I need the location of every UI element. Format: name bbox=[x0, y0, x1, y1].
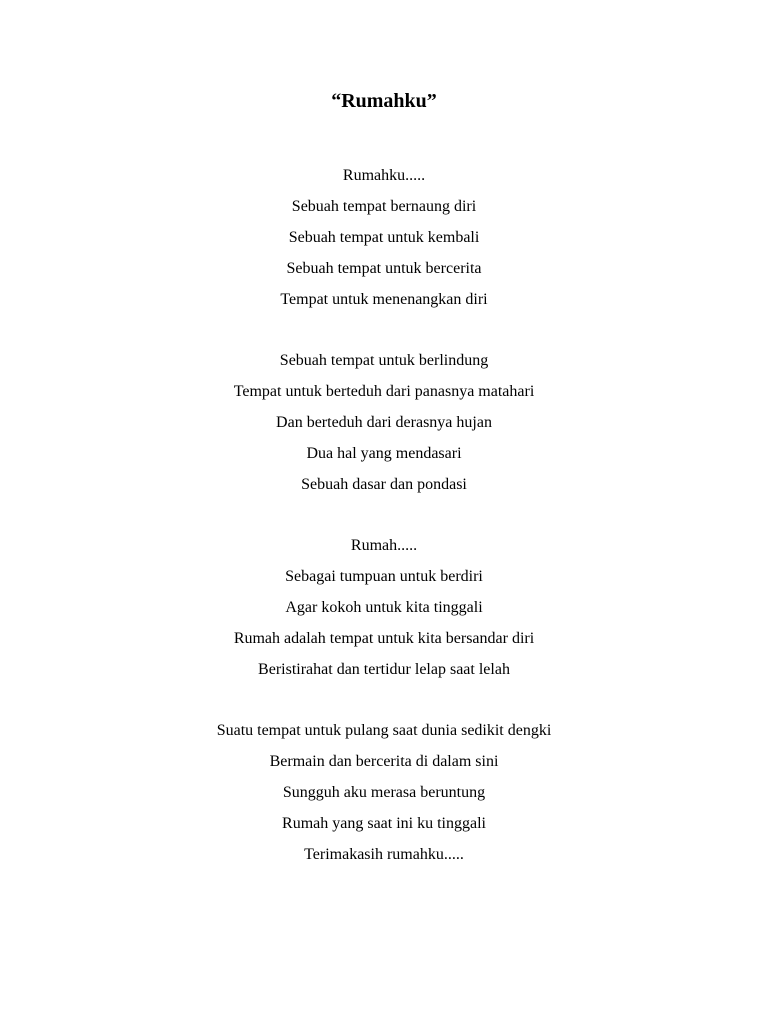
poem-line: Rumah..... bbox=[350, 537, 418, 554]
poem-title: “Rumahku” bbox=[331, 90, 437, 112]
poem-line: Sungguh aku merasa beruntung bbox=[282, 784, 486, 801]
poem-line: Tempat untuk menenangkan diri bbox=[280, 291, 488, 308]
stanza-2 bbox=[0, 345, 768, 500]
poem-line: Sebuah dasar dan pondasi bbox=[301, 476, 467, 493]
poem-line: Sebagai tumpuan untuk berdiri bbox=[285, 568, 483, 585]
poem-line: Tempat untuk berteduh dari panasnya matahari bbox=[233, 383, 535, 400]
poem-line: Suatu tempat untuk pulang saat dunia sedikit dengki bbox=[216, 722, 552, 739]
poem-line: Sebuah tempat untuk kembali bbox=[288, 229, 480, 246]
poem-line: Sebuah tempat bernaung diri bbox=[291, 198, 477, 215]
poem-line: Sebuah tempat untuk berlindung bbox=[279, 352, 489, 369]
stanza-3 bbox=[0, 530, 768, 685]
poem-line: Bermain dan bercerita di dalam sini bbox=[269, 753, 499, 770]
stanza-1 bbox=[0, 160, 768, 315]
poem-line: Terimakasih rumahku..... bbox=[304, 846, 464, 863]
poem-line: Agar kokoh untuk kita tinggali bbox=[285, 599, 483, 616]
poem-line: Beristirahat dan tertidur lelap saat lelah bbox=[258, 661, 510, 678]
stanza-4 bbox=[0, 715, 768, 870]
poem-line: Sebuah tempat untuk bercerita bbox=[286, 260, 482, 277]
poem-line: Dan berteduh dari derasnya hujan bbox=[276, 414, 492, 431]
poem-body bbox=[0, 160, 768, 870]
poem-line: Rumahku..... bbox=[342, 167, 426, 184]
poem-line: Rumah yang saat ini ku tinggali bbox=[282, 815, 486, 832]
poem-line: Rumah adalah tempat untuk kita bersandar diri bbox=[233, 630, 535, 647]
poem-line: Dua hal yang mendasari bbox=[306, 445, 462, 462]
